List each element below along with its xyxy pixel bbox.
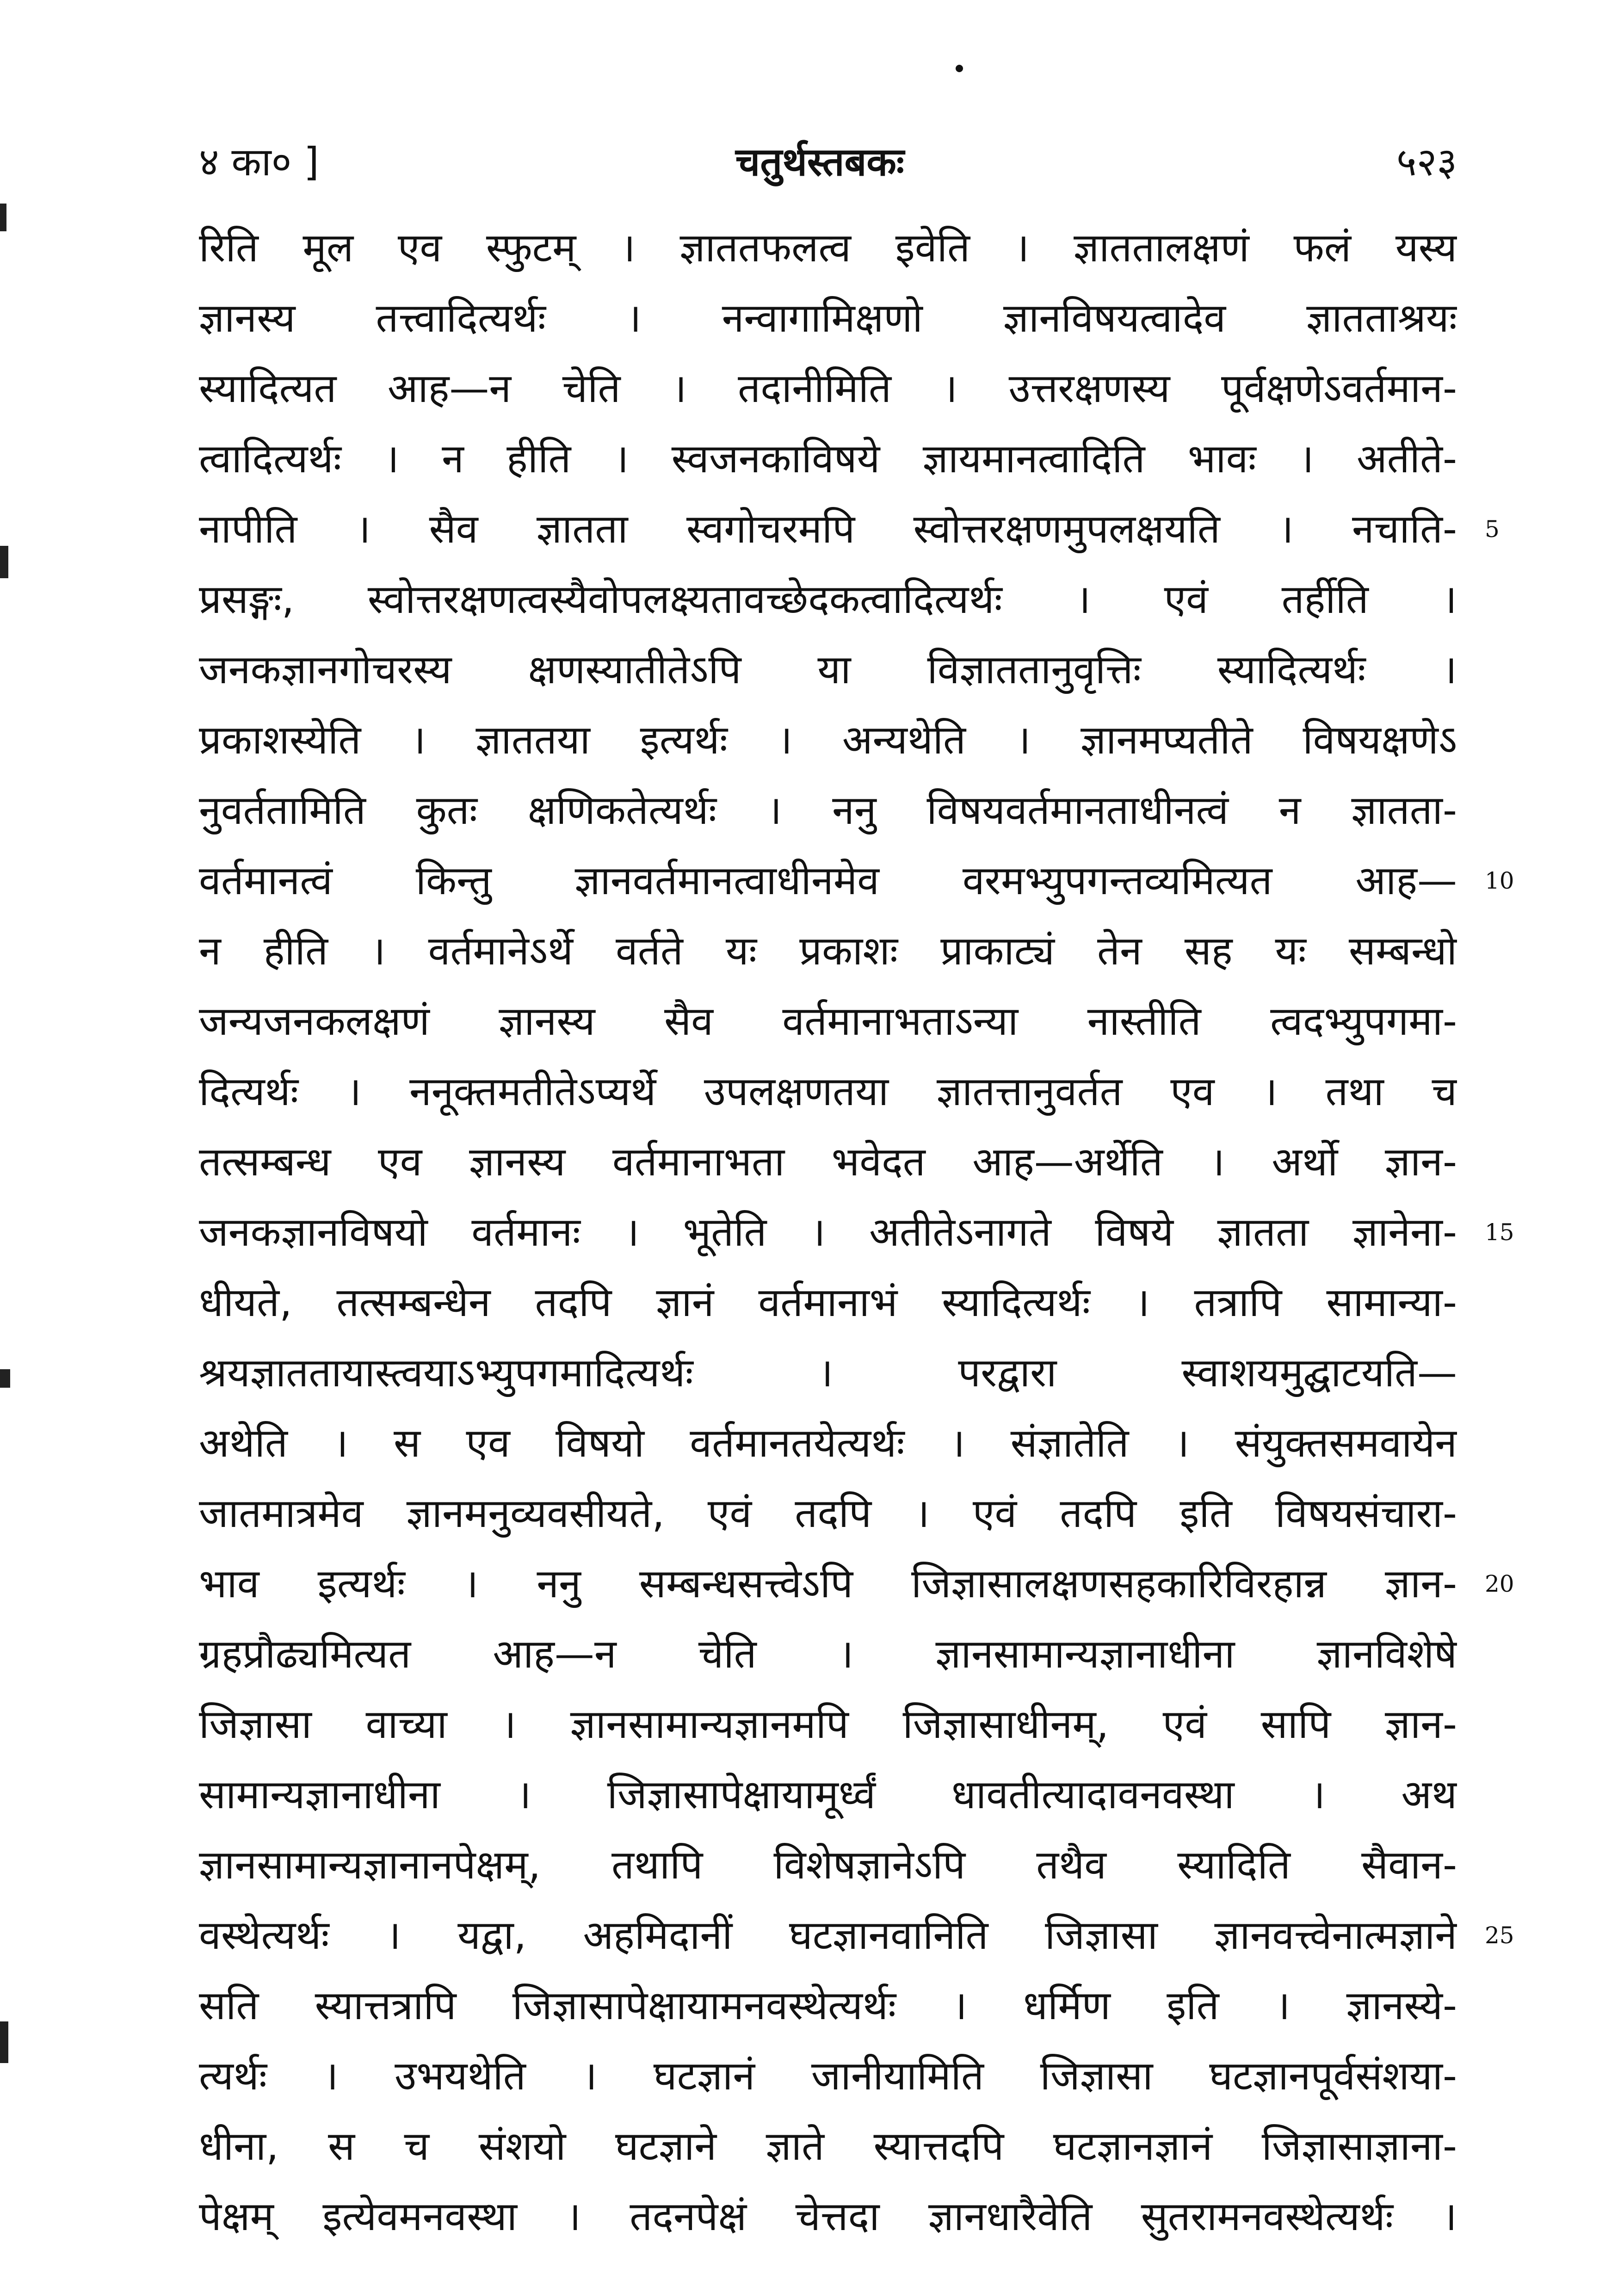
text-line: सामान्यज्ञानाधीना । जिज्ञासापेक्षायामूर्ध्वं धावतीत्यादावनवस्था । अथ bbox=[199, 1772, 1457, 1818]
text-line: जनकज्ञानविषयो वर्तमानः । भूतेति । अतीतेऽनागते विषये ज्ञातता ज्ञानेना- bbox=[199, 1209, 1457, 1255]
text-line: नापीति । सैव ज्ञातता स्वगोचरमपि स्वोत्तरक्षणमुपलक्षयति । नचाति- bbox=[199, 506, 1457, 552]
text-line: त्यर्थः । उभयथेति । घटज्ञानं जानीयामिति जिज्ञासा घटज्ञानपूर्वसंशया- bbox=[199, 2053, 1457, 2099]
page-number: ५२३ bbox=[1396, 139, 1457, 185]
line-number: 10 bbox=[1485, 867, 1514, 894]
section-marker: ४ का० ] bbox=[199, 139, 319, 185]
line-number: 25 bbox=[1485, 1922, 1514, 1949]
text-line: तत्सम्बन्ध एव ज्ञानस्य वर्तमानाभता भवेदत आह—अर्थेति । अर्थो ज्ञान- bbox=[199, 1139, 1457, 1185]
ink-speck bbox=[956, 65, 963, 72]
text-line: जिज्ञासा वाच्या । ज्ञानसामान्यज्ञानमपि जिज्ञासाधीनम्, एवं सापि ज्ञान- bbox=[199, 1701, 1457, 1748]
text-line: ज्ञानसामान्यज्ञानानपेक्षम्, तथापि विशेषज्ञानेऽपि तथैव स्यादिति सैवान- bbox=[199, 1842, 1457, 1888]
line-number: 15 bbox=[1485, 1219, 1514, 1246]
text-line: अथेति । स एव विषयो वर्तमानतयेत्यर्थः । संज्ञातेति । संयुक्तसमवायेन bbox=[199, 1420, 1457, 1466]
text-line: वर्तमानत्वं किन्तु ज्ञानवर्तमानत्वाधीनमेव वरमभ्युपगन्तव्यमित्यत आह— bbox=[199, 858, 1457, 904]
text-line: दित्यर्थः । ननूक्तमतीतेऽप्यर्थे उपलक्षणतया ज्ञातत्तानुवर्तत एव । तथा च bbox=[199, 1069, 1457, 1115]
text-line: त्वादित्यर्थः । न हीति । स्वजनकाविषये ज्ञायमानत्वादिति भावः । अतीते- bbox=[199, 436, 1457, 482]
text-line: जन्यजनकलक्षणं ज्ञानस्य सैव वर्तमानाभताऽन्या नास्तीति त्वदभ्युपगमा- bbox=[199, 998, 1457, 1044]
binding-edge-mark bbox=[0, 1369, 10, 1388]
text-line: धीना, स च संशयो घटज्ञाने ज्ञाते स्यात्तदपि घटज्ञानज्ञानं जिज्ञासाज्ञाना- bbox=[199, 2123, 1457, 2169]
line-number: 20 bbox=[1485, 1570, 1514, 1597]
binding-edge-mark bbox=[0, 204, 6, 231]
binding-edge-mark bbox=[0, 2021, 8, 2063]
text-line: नुवर्ततामिति कुतः क्षणिकतेत्यर्थः । ननु विषयवर्तमानताधीनत्वं न ज्ञातता- bbox=[199, 787, 1457, 834]
commentary-text bbox=[199, 213, 1457, 2252]
text-line: जातमात्रमेव ज्ञानमनुव्यवसीयते, एवं तदपि । एवं तदपि इति विषयसंचारा- bbox=[199, 1490, 1457, 1537]
binding-edge-mark bbox=[0, 546, 8, 578]
text-line: रिति मूल एव स्फुटम् । ज्ञाततफलत्व इवेति । ज्ञाततालक्षणं फलं यस्य bbox=[199, 225, 1457, 271]
text-line: न हीति । वर्तमानेऽर्थे वर्तते यः प्रकाशः प्राकाट्यं तेन सह यः सम्बन्धो bbox=[199, 928, 1457, 974]
text-line: जनकज्ञानगोचरस्य क्षणस्यातीतेऽपि या विज्ञाततानुवृत्तिः स्यादित्यर्थः । bbox=[199, 647, 1457, 693]
text-line: ग्रहप्रौढ्यमित्यत आह—न चेति । ज्ञानसामान्यज्ञानाधीना ज्ञानविशेषे bbox=[199, 1631, 1457, 1677]
text-line: ज्ञानस्य तत्त्वादित्यर्थः । नन्वागामिक्षणो ज्ञानविषयत्वादेव ज्ञातताश्रयः bbox=[199, 295, 1457, 341]
running-head bbox=[199, 134, 1457, 190]
text-line: श्रयज्ञाततायास्त्वयाऽभ्युपगमादित्यर्थः । परद्वारा स्वाशयमुद्घाटयति— bbox=[199, 1350, 1457, 1396]
text-line: धीयते, तत्सम्बन्धेन तदपि ज्ञानं वर्तमानाभं स्यादित्यर्थः । तत्रापि सामान्या- bbox=[199, 1279, 1457, 1326]
text-line: वस्थेत्यर्थः । यद्वा, अहमिदानीं घटज्ञानवानिति जिज्ञासा ज्ञानवत्त्वेनात्मज्ञाने bbox=[199, 1912, 1457, 1959]
line-number: 5 bbox=[1485, 516, 1500, 543]
text-line: भाव इत्यर्थः । ननु सम्बन्धसत्त्वेऽपि जिज्ञासालक्षणसहकारिविरहान्न ज्ञान- bbox=[199, 1561, 1457, 1607]
chapter-title: चतुर्थस्तबकः bbox=[735, 139, 904, 185]
text-line: प्रसङ्गः, स्वोत्तरक्षणत्वस्यैवोपलक्ष्यतावच्छेदकत्वादित्यर्थः । एवं तर्हीति । bbox=[199, 576, 1457, 623]
text-line: प्रकाशस्येति । ज्ञाततया इत्यर्थः । अन्यथेति । ज्ञानमप्यतीते विषयक्षणेऽ bbox=[199, 717, 1457, 763]
text-line: सति स्यात्तत्रापि जिज्ञासापेक्षायामनवस्थेत्यर्थः । धर्मिण इति । ज्ञानस्ये- bbox=[199, 1983, 1457, 2029]
text-line: स्यादित्यत आह—न चेति । तदानीमिति । उत्तरक्षणस्य पूर्वक्षणेऽवर्तमान- bbox=[199, 365, 1457, 412]
text-line: पेक्षम् इत्येवमनवस्था । तदनपेक्षं चेत्तदा ज्ञानधारैवेति सुतरामनवस्थेत्यर्थः । bbox=[199, 2194, 1457, 2240]
